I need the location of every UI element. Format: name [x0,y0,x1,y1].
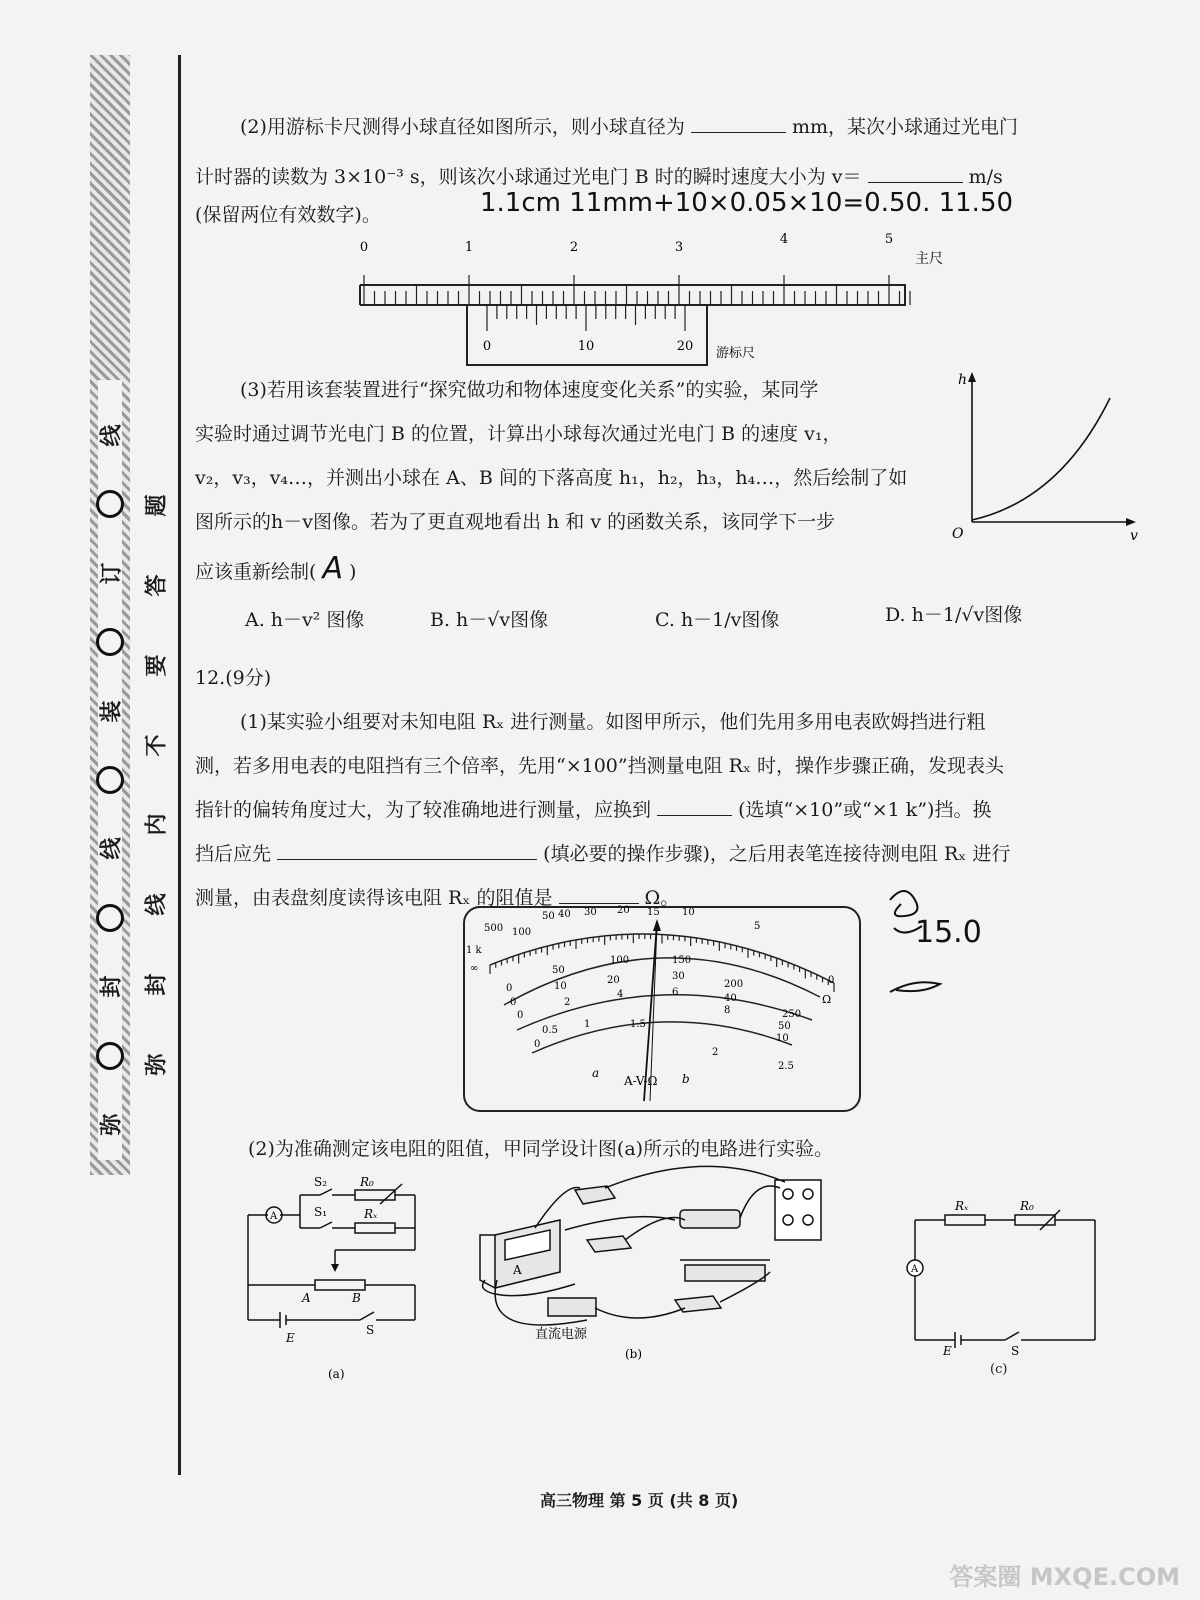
power-label: 直流电源 [535,1327,588,1342]
vernier-tick-label: 10 [577,339,595,354]
q11-p3-line3: v₂，v₃，v₄…，并测出小球在 A、B 间的下落高度 h₁，h₂，h₃，h₄…，然后绘制了如 [195,467,908,489]
label-e: E [943,1344,952,1358]
answer-blank [657,815,732,816]
apparatus-ammeter: A [513,1263,522,1277]
option-c: C. h－1/v图像 [655,609,780,631]
circle-mark [96,490,124,518]
q11-p2-unit1: mm，某次小球通过光电门 [792,116,1019,138]
margin-char: 弥 [144,1053,170,1076]
caption-a: (a) [328,1367,345,1381]
meter-label-a: a [592,1066,600,1080]
low-label: 4 [617,989,624,1000]
margin-char: 线 [99,424,125,447]
circle-mark [96,1042,124,1070]
multimeter-dial [462,905,862,1115]
circuit-c [905,1199,1105,1358]
label-a: A [302,1291,311,1305]
handwriting-note: 15.0 [915,915,982,950]
vernier-tick-label: 0 [482,339,492,354]
ohm-label: 0 [828,975,835,986]
low-label: 2 [564,997,571,1008]
circle-mark [96,766,124,794]
ammeter-symbol: A [911,1264,919,1275]
ohm-label: 10 [682,907,695,918]
answer-blank [691,132,786,133]
q12-p1-line3 [195,795,991,822]
label-rx: Rₓ [955,1199,969,1213]
meter-label-b: b [682,1072,690,1086]
option-b: B. h－√v图像 [430,609,549,631]
dc-label: 150 [672,955,692,966]
label-r0: R₀ [1020,1199,1034,1213]
main-tick-label: 1 [464,240,474,255]
q12-p1-line4 [195,839,1010,866]
q12-p1-text4a: 挡后应先 [195,843,272,865]
dc-label: 50 [552,965,565,976]
margin-char: 封 [99,975,125,998]
answer-blank [868,182,963,183]
label-r0: R₀ [360,1175,374,1189]
option-a: A. h－v² 图像 [245,609,365,631]
ohm-label: 50 [542,911,555,922]
vernier-scale-label: 游标尺 [716,346,756,361]
main-scale-ticks [364,275,910,305]
answer-blank [559,903,639,904]
q11-p3-line4: 图所示的h－v图像。若为了更直观地看出 h 和 v 的函数关系，该同学下一步 [195,511,836,533]
dc-label: 250 [782,1009,802,1020]
q12-p1-text3b: (选填“×10”或“×1 k”)挡。换 [738,799,992,821]
ohm-label: ∞ [470,963,479,974]
q11-p3-line1: (3)若用该套装置进行“探究做功和物体速度变化关系”的实验，某同学 [240,379,819,401]
q11-p2-text2: 计时器的读数为 3×10⁻³ s，则该次小球通过光电门 B 时的瞬时速度大小为 v＝ [195,166,862,188]
margin-char: 线 [99,837,125,860]
circle-mark [96,904,124,932]
main-tick-label: 3 [674,240,684,255]
page-footer: 高三物理 第 5 页 (共 8 页) [540,1491,739,1510]
mid-label: 50 [778,1021,791,1032]
margin-char: 不 [144,734,170,757]
margin-char: 订 [99,562,125,585]
vernier-ticks [487,305,685,331]
caption-b: (b) [625,1347,643,1361]
main-tick-label: 5 [884,232,894,247]
q12-p1-line1: (1)某实验小组要对未知电阻 Rₓ 进行测量。如图甲所示，他们先用多用电表欧姆挡进行粗 [240,711,986,733]
mid-label: 20 [607,975,620,986]
q11-p3-text5-end: ) [349,561,357,583]
q11-p2-unit2: m/s [968,166,1003,188]
mid-label: 30 [672,971,685,982]
ac-label: 2.5 [778,1061,794,1072]
q12-p1-line2: 测，若多用电表的电阻挡有三个倍率，先用“×100”挡测量电阻 Rₓ 时，操作步骤正确，发现表头 [195,755,1005,777]
circle-mark [96,628,124,656]
low-arc [517,995,812,1030]
mid-label: 0 [510,997,517,1008]
main-scale-labels [360,232,893,255]
low-label: 8 [724,1005,731,1016]
ac-label: 0.5 [542,1025,558,1036]
caption-c: (c) [990,1362,1008,1377]
ohm-labels [466,905,834,986]
q12-p2-line: (2)为准确测定该电阻的阻值，甲同学设计图(a)所示的电路进行实验。 [248,1138,834,1160]
ohm-label: 20 [617,905,630,916]
apparatus-b [475,1180,855,1390]
q12-p1-text3a: 指针的偏转角度过大，为了较准确地进行测量，应换到 [195,799,652,821]
margin-inner-column [144,490,170,1080]
ohm-scale-ticks [490,934,834,992]
low-label: 10 [776,1033,789,1044]
q12-p1-text4b: (填必要的操作步骤)，之后用表笔连接待测电阻 Rₓ 进行 [543,843,1011,865]
q12-heading: 12.(9分) [195,667,272,689]
low-label: 6 [672,987,679,998]
graph-origin: O [952,526,964,542]
dc-label: 100 [610,955,630,966]
margin-char: 答 [144,574,170,597]
main-tick-label: 0 [359,240,369,255]
main-tick-label: 2 [569,240,579,255]
q11-p3-line2: 实验时通过调节光电门 B 的位置，计算出小球每次通过光电门 B 的速度 v₁， [195,423,842,445]
q12-p1-text5b: Ω。 [644,887,680,909]
handwriting-note: 1.1cm 11mm+10×0.05×10=0.50. 11.50 [480,188,1014,218]
watermark-logo: 答案圈 MXQE.COM [949,1563,1180,1591]
q12-p1-text5a: 测量，由表盘刻度读得该电阻 Rₓ 的阻值是 [195,887,553,909]
label-s2: S₂ [314,1175,328,1189]
margin-char: 内 [144,813,170,836]
margin-char: 装 [99,700,125,723]
ohm-label: 5 [754,921,761,932]
meter-terminals: A-V-Ω [624,1074,658,1088]
ac-label: 0 [534,1039,541,1050]
ohm-label: 30 [584,907,597,918]
q11-p3-line5 [195,551,356,586]
ohm-label: 100 [512,927,532,938]
label-e: E [286,1331,295,1345]
h-v-graph [950,370,1150,544]
h-v-curve [972,398,1110,520]
dc-label: 200 [724,979,744,990]
graph-y-label: h [958,372,968,388]
dc-label: 0 [506,983,513,994]
ac-label: 1.5 [630,1019,646,1030]
ohm-label: 500 [484,923,504,934]
handwriting-scribble [880,880,960,1020]
low-label: 0 [517,1010,524,1021]
ohm-label: 40 [558,909,571,920]
label-s: S [1011,1344,1020,1358]
ohm-label: 1 k [466,945,482,956]
margin-char: 要 [144,654,170,677]
label-s1: S₁ [314,1205,328,1219]
vernier-caliper [350,232,970,375]
ac-label: 2 [712,1047,719,1058]
ohm-label: 15 [647,907,660,918]
ammeter-symbol: A [270,1211,278,1222]
vernier-tick-label: 20 [676,339,694,354]
ac-label: 1 [584,1019,591,1030]
q11-p3-text5: 应该重新绘制( [195,561,317,583]
mid-label: 10 [554,981,567,992]
q11-p2-line3: (保留两位有效数字)。 [195,204,381,226]
margin-char: 线 [144,893,170,916]
label-b: B [352,1291,361,1305]
margin-char: 题 [144,494,170,517]
option-d: D. h－1/√v图像 [885,604,1023,626]
q11-p2-line1 [240,112,1018,139]
q11-p2-line2 [195,162,1003,189]
graph-x-label: v [1130,528,1138,544]
margin-outer-column [96,420,124,1140]
ac-labels [534,1019,794,1072]
circuit-a [240,1175,440,1390]
q11-p2-text1: (2)用游标卡尺测得小球直径如图所示，则小球直径为 [240,116,685,138]
mid-label: 40 [724,993,737,1004]
answer-blank [277,859,537,860]
binding-line [178,55,181,1475]
margin-char: 封 [144,973,170,996]
label-rx: Rₓ [364,1207,378,1221]
label-s: S [366,1323,375,1337]
margin-char: 弥 [99,1113,125,1136]
main-tick-label: 4 [779,232,789,247]
ac-arc [532,1022,792,1053]
main-scale-label: 主尺 [915,251,943,267]
ohm-unit: Ω [822,993,832,1006]
handwritten-answer: A [322,551,343,586]
